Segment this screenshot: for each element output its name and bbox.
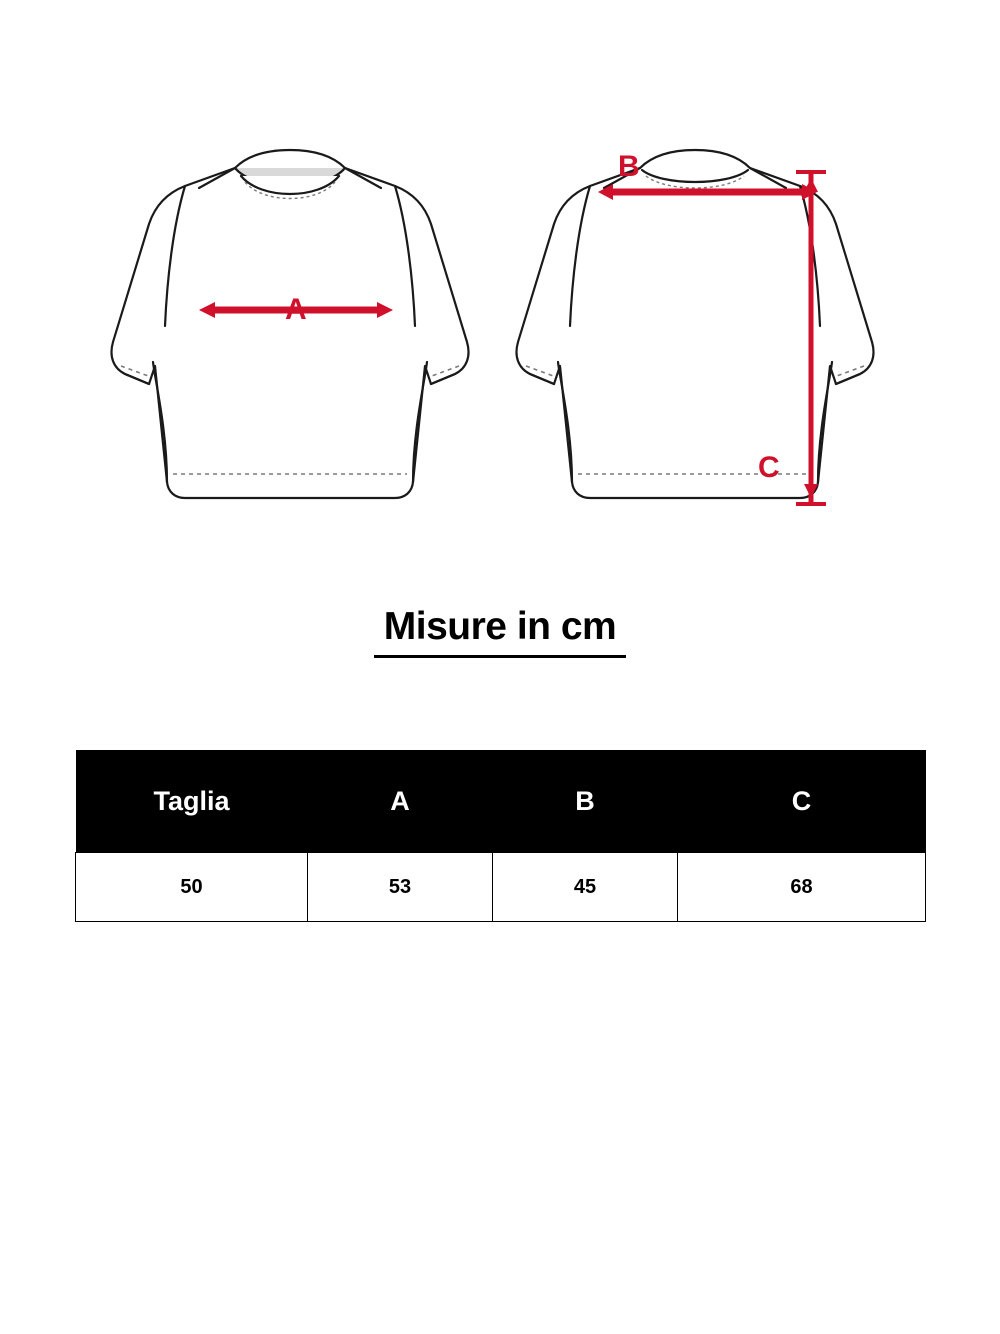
size-table xyxy=(75,750,926,922)
table-header-c: C xyxy=(678,750,926,853)
front-view-illustration xyxy=(95,130,485,575)
back-view-illustration xyxy=(500,130,890,575)
cell-a: 53 xyxy=(308,853,493,922)
table-header-b: B xyxy=(493,750,678,853)
cell-size: 50 xyxy=(76,853,308,922)
page-title: Misure in cm xyxy=(374,605,626,658)
title-container xyxy=(0,605,1000,658)
measurement-label-a: A xyxy=(285,293,307,326)
table-header-size: Taglia xyxy=(76,750,308,853)
cell-c: 68 xyxy=(678,853,926,922)
garment-diagrams xyxy=(0,0,1000,600)
cell-b: 45 xyxy=(493,853,678,922)
measurement-label-c: C xyxy=(758,451,780,484)
size-table-container xyxy=(75,750,925,922)
measurement-label-b: B xyxy=(618,150,640,183)
table-header-row xyxy=(76,750,926,853)
table-row xyxy=(76,853,926,922)
table-header-a: A xyxy=(308,750,493,853)
